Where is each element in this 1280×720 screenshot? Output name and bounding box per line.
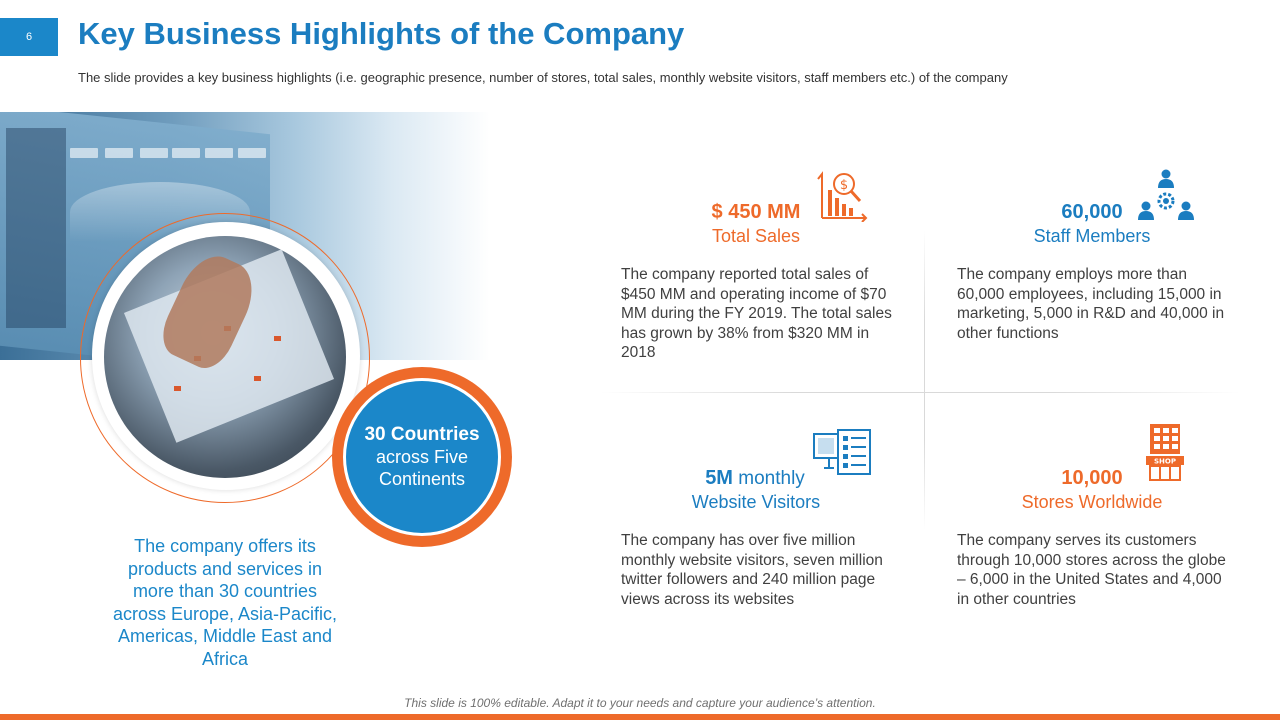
map-photo <box>104 236 346 478</box>
sales-description: The company reported total sales of $450 MM and operating income of $70 MM during the FY 2019. The total sales has grown by 38% from $320 MM in 2018 <box>621 266 892 361</box>
visitors-description: The company has over five million monthly website visitors, seven million twitter followers and 240 million page views across its websites <box>621 532 883 608</box>
footer-note: This slide is 100% editable. Adapt it to your needs and capture your audience’s attention. <box>404 696 876 710</box>
footer-bar <box>0 714 1280 720</box>
page-subtitle: The slide provides a key business highlights (i.e. geographic presence, number of stores, total sales, monthly website visitors, staff members etc.) of the company <box>78 70 1008 85</box>
staff-value: 60,000 <box>1061 201 1123 223</box>
countries-description: The company offers its products and services in more than 30 countries across Europe, Asia-Pacific, Americas, Middle East and Africa <box>112 536 338 669</box>
countries-badge-line1: across Five <box>375 447 469 467</box>
shop-icon <box>1146 424 1186 482</box>
sales-label: Total Sales <box>711 226 801 246</box>
visitors-value-suffix: monthly <box>732 468 805 489</box>
stores-label: Stores Worldwide <box>1021 492 1163 512</box>
sales-value: $ 450 MM <box>711 201 801 223</box>
countries-badge-line2: Continents <box>378 469 466 489</box>
page-title: Key Business Highlights of the Company <box>78 16 685 51</box>
svg-text:$: $ <box>839 178 849 193</box>
sales-chart-icon <box>814 170 870 222</box>
visitors-value-number: 5M <box>705 467 733 489</box>
quadrant-divider-horizontal <box>600 392 1240 393</box>
page-number: 6 <box>0 18 58 56</box>
stores-description: The company serves its customers through 10,000 stores across the globe – 6,000 in the United States and 4,000 in other countries <box>957 532 1226 608</box>
staff-label: Staff Members <box>1033 226 1151 246</box>
shop-sign: SHOP <box>1154 457 1176 466</box>
visitors-label: Website Visitors <box>691 492 821 512</box>
team-icon <box>1138 168 1194 224</box>
visitors-value <box>660 467 850 490</box>
countries-badge-title: 30 Countries <box>364 424 480 445</box>
stores-value: 10,000 <box>1061 467 1123 489</box>
staff-description: The company employs more than 60,000 employees, including 15,000 in marketing, 5,000 in R&D and 40,000 in other functions <box>957 266 1225 342</box>
countries-badge <box>343 378 501 536</box>
quadrant-divider-vertical <box>924 230 925 530</box>
